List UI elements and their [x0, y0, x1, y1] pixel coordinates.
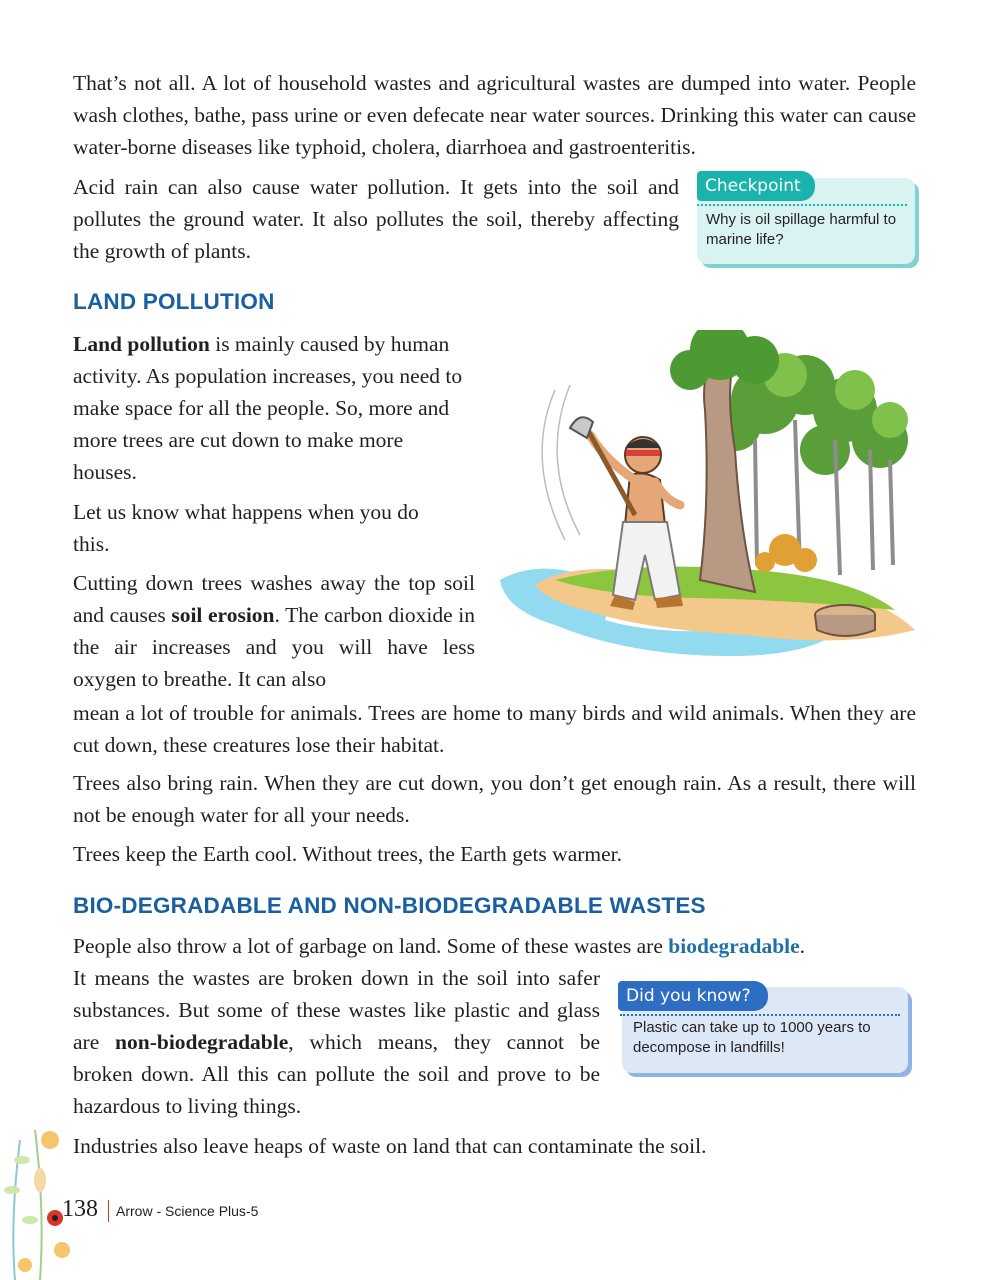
paragraph-garbage-text: People also throw a lot of garbage on land. Some of these wastes are: [73, 934, 669, 958]
paragraph-trees-cool: Trees keep the Earth cool. Without trees, the Earth gets warmer.: [73, 842, 623, 866]
did-you-know-tag: Did you know?: [618, 981, 768, 1011]
paragraph-non-bio-a: It means the wastes are broken down in the soil into safer substances. But some of these wastes like plastic and glass are: [73, 966, 600, 1054]
paragraph-acid-rain: Acid rain can also cause water pollution. It gets into the soil and pollutes the ground water. It also pollutes the soil, thereby affecting the growth of plants.: [73, 175, 679, 263]
paragraph-non-biodegradable: [73, 962, 600, 1122]
checkpoint-tag: Checkpoint: [697, 171, 815, 201]
did-you-know-fact: Plastic can take up to 1000 years to decompose in landfills!: [633, 1019, 871, 1056]
paragraph-garbage: [73, 930, 916, 962]
floral-decoration: [0, 1100, 80, 1280]
heading-bio-wastes: BIO-DEGRADABLE AND NON-BIODEGRADABLE WASTES: [73, 893, 706, 918]
paragraph-land-pollution-text: is mainly caused by human activity. As population increases, you need to make space for all the people. So, more and more trees are cut down to make more houses.: [73, 332, 463, 484]
paragraph-non-bio-b: , which means, they cannot be broken down. All this can pollute the soil and prove to be hazardous to living things.: [73, 1030, 600, 1118]
heading-land-pollution: LAND POLLUTION: [73, 289, 275, 314]
term-soil-erosion: soil erosion: [171, 603, 275, 627]
paragraph-cutting-trees-a: Cutting down trees washes away the top soil and causes: [73, 571, 475, 627]
paragraph-cutting-trees-b: . The carbon dioxide in the air increases and you will have less oxygen to breathe. It can also: [73, 603, 475, 691]
footer-separator: [108, 1200, 109, 1222]
paragraph-land-pollution: [73, 328, 465, 488]
paragraph-industries: Industries also leave heaps of waste on land that can contaminate the soil.: [73, 1134, 707, 1158]
term-biodegradable: biodegradable: [668, 934, 800, 958]
term-land-pollution: Land pollution: [73, 332, 210, 356]
book-title: Arrow - Science Plus-5: [116, 1203, 259, 1219]
did-you-know-divider: [620, 1014, 900, 1016]
paragraph-cutting-trees: [73, 567, 475, 695]
paragraph-animals-habitat: mean a lot of trouble for animals. Trees are home to many birds and wild animals. When they are cut down, these creatures lose their habitat.: [73, 701, 916, 757]
checkpoint-divider: [697, 204, 907, 206]
tree-cutting-illustration: [495, 330, 920, 680]
paragraph-household-wastes: That’s not all. A lot of household wastes and agricultural wastes are dumped into water. People wash clothes, bathe, pass urine or even defecate near water sources. Drinking this water can cause water-borne diseases like typhoid, cholera, diarrhoea and gastroenteritis.: [73, 71, 916, 159]
paragraph-garbage-end: .: [799, 934, 806, 958]
paragraph-let-us-know: Let us know what happens when you do this.: [73, 500, 419, 556]
paragraph-trees-rain: Trees also bring rain. When they are cut down, you don’t get enough rain. As a result, there will not be enough water for all your needs.: [73, 771, 916, 827]
page-number: 138: [62, 1196, 98, 1222]
checkpoint-question: Why is oil spillage harmful to marine life?: [706, 211, 897, 248]
term-non-biodegradable: non-biodegradable: [115, 1030, 289, 1054]
